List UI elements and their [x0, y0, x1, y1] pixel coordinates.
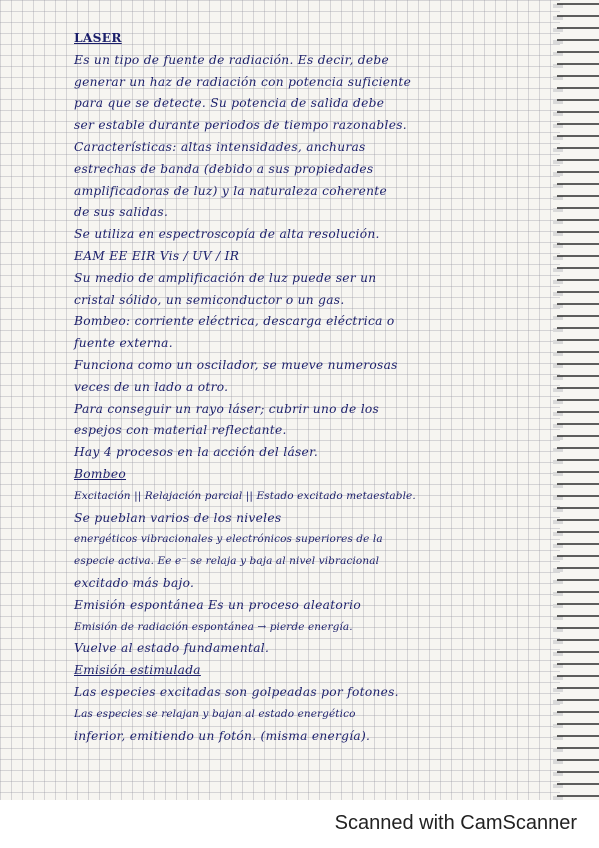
section-heading-emision-estimulada: Emisión estimulada [74, 663, 201, 678]
note-line: fuente externa. [74, 336, 173, 351]
spiral-binding [557, 0, 599, 800]
note-line: ser estable durante periodos de tiempo razonables. [74, 118, 407, 133]
section-heading-emision-espontanea: Emisión espontánea Es un proceso aleatorio [74, 597, 361, 612]
note-line: Es un tipo de fuente de radiación. Es decir, debe [74, 52, 390, 67]
note-line: excitado más bajo. [74, 575, 195, 590]
note-line: espejos con material reflectante. [74, 423, 287, 438]
note-line: Su medio de amplificación de luz puede ser un [74, 270, 377, 285]
note-line: Vuelve al estado fundamental. [74, 641, 270, 656]
note-line: Para conseguir un rayo láser; cubrir uno de los [74, 401, 380, 416]
note-line: Las especies se relajan y bajan al estado energético [74, 707, 356, 720]
note-line: Se pueblan varios de los niveles [74, 510, 282, 525]
note-line: Bombeo: corriente eléctrica, descarga eléctrica o [74, 314, 395, 329]
note-line: veces de un lado a otro. [74, 379, 229, 394]
note-line: Las especies excitadas son golpeadas por fotones. [74, 684, 399, 699]
scanner-footer [0, 800, 599, 848]
handwritten-notes [74, 28, 534, 768]
note-line: inferior, emitiendo un fotón. (misma energía). [74, 728, 371, 743]
note-line: amplificadoras de luz) y la naturaleza coherente [74, 183, 388, 198]
note-line: Características: altas intensidades, anchuras [74, 139, 366, 154]
camscanner-watermark: Scanned with CamScanner [334, 812, 577, 834]
note-line: generar un haz de radiación con potencia suficiente [74, 74, 412, 89]
note-line: para que se detecte. Su potencia de salida debe [74, 96, 385, 111]
note-line: Emisión de radiación espontánea → pierde energía. [74, 620, 353, 633]
note-line: energéticos vibracionales y electrónicos superiores de la [74, 533, 383, 546]
note-line: cristal sólido, un semiconductor o un gas. [74, 292, 345, 307]
note-title: LASER [74, 31, 122, 45]
note-line: especie activa. Ee e⁻ se relaja y baja al nivel vibracional [74, 555, 380, 568]
note-line: Hay 4 procesos en la acción del láser. [74, 445, 319, 460]
note-line: de sus salidas. [74, 205, 169, 220]
note-line: Funciona como un oscilador, se mueve numerosas [74, 357, 398, 372]
note-line: estrechas de banda (debido a sus propiedades [74, 161, 374, 176]
note-line: Se utiliza en espectroscopía de alta resolución. [74, 227, 380, 242]
note-line: EAM EE EIR Vis / UV / IR [74, 248, 240, 263]
note-line: Excitación || Relajación parcial || Estado excitado metaestable. [74, 489, 416, 502]
section-heading-bombeo: Bombeo [74, 466, 127, 481]
